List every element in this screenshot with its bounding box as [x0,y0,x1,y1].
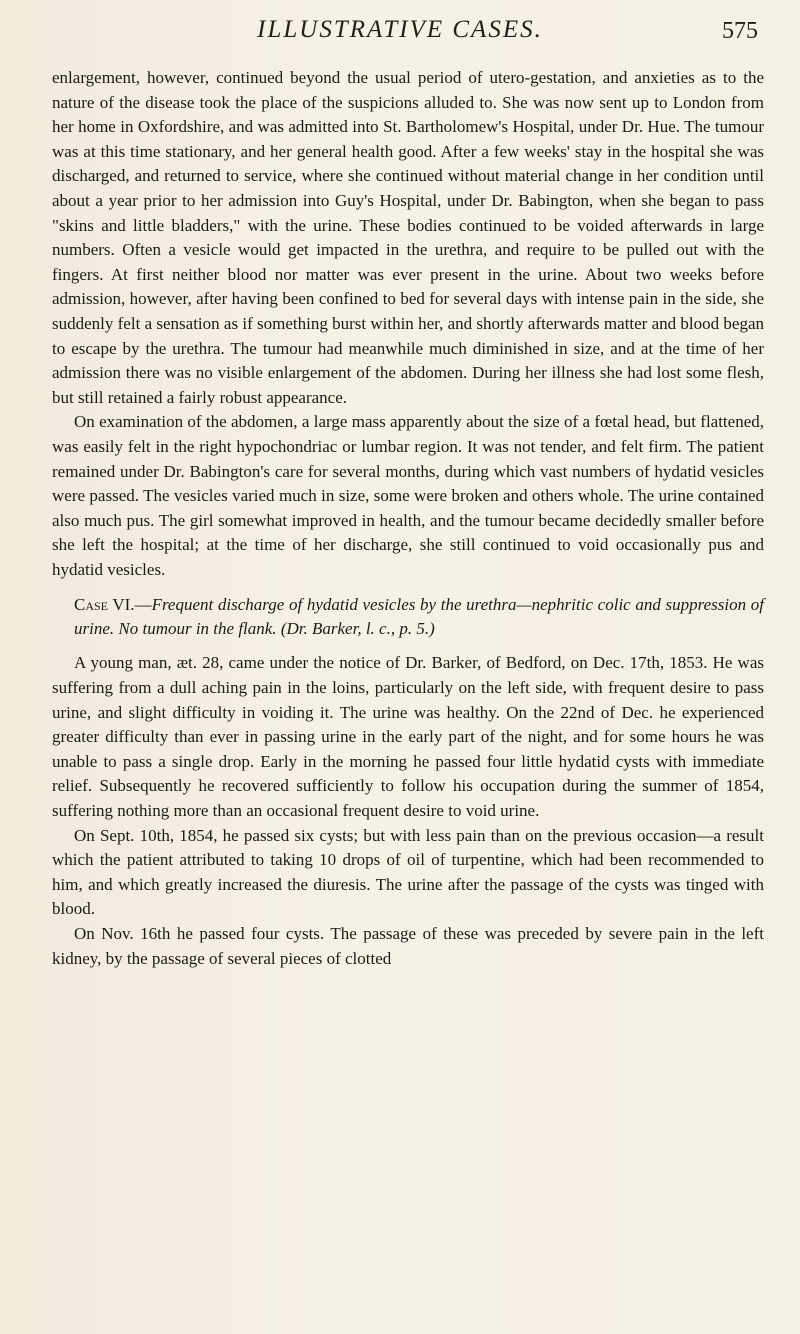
case-dash: — [134,595,152,615]
case-title: Frequent discharge of hydatid vesicles by the urethra—nephritic colic and suppression of urine. No tumour in the flank. [74,595,765,639]
paragraph: On examination of the abdomen, a large mass apparently about the size of a fœtal head, but flattened, was easily felt in the right hypochondriac or lumbar region. It was not tender, and felt firm. The patient remained under Dr. Babington's care for several months, during which vast numbers of hydatid vesicles were passed. The vesicles varied much in size, some were broken and others whole. The urine contained also much pus. The girl somewhat improved in health, and the tumour became decidedly smaller before she left the hospital; at the time of her discharge, she still continued to void occasionally pus and hydatid vesicles. [52,412,764,579]
paragraph: On Nov. 16th he passed four cysts. The passage of these was preceded by severe pain in the left kidney, by the passage of several pieces of clotted [52,924,764,968]
page-header [0,16,800,56]
paragraph: A young man, æt. 28, came under the notice of Dr. Barker, of Bedford, on Dec. 17th, 1853. He was suffering from a dull aching pain in the loins, particularly on the left side, with frequent desire to pass urine, and slight difficulty in voiding it. The urine was healthy. On the 22nd of Dec. he experienced greater difficulty than ever in passing urine in the early part of the night, and for some hours he was unable to pass a single drop. Early in the morning he passed four little hydatid cysts with immediate relief. Subsequently he recovered sufficiently to follow his occupation during the summer of 1854, suffering nothing more than an occasional frequent desire to void urine. [52,653,764,821]
case-label: Case VI. [74,595,135,615]
case-source: (Dr. Barker, l. c., p. 5.) [280,619,435,639]
spacer [52,641,764,651]
page-body [52,66,764,971]
paragraph: enlargement, however, continued beyond the usual period of utero-gestation, and anxieties as to the nature of the disease took the place of the suspicions alluded to. She was now sent up to London from her home in Oxfordshire, and was admitted into St. Bartholomew's Hospital, under Dr. Hue. The tumour was at this time stationary, and her general health good. After a few weeks' stay in the hospital she was discharged, and returned to service, where she continued without material change in her condition until about a year prior to her admission into Guy's Hospital, under Dr. Babington, when she began to pass "skins and little bladders," with the urine. These bodies continued to be voided afterwards in large numbers. Often a vesicle would get impacted in the urethra, and require to be pulled out with the fingers. At first neither blood nor matter was ever present in the urine. About two weeks before admission, however, after having been confined to bed for several days with intense pain in the side, she suddenly felt a sensation as if something burst within her, and shortly afterwards matter and blood began to escape by the urethra. The tumour had meanwhile much diminished in size, and at the time of her admission there was no visible enlargement of the abdomen. During her illness she had lost some flesh, but still retained a fairly robust appearance. [52,68,764,407]
case-heading [52,593,764,641]
page-number: 575 [722,18,758,44]
paragraph: On Sept. 10th, 1854, he passed six cysts; but with less pain than on the previous occasion—a result which the patient attributed to taking 10 drops of oil of turpentine, which had been recommended to him, and which greatly increased the diuresis. The urine after the passage of the cysts was tinged with blood. [52,825,764,919]
running-head: ILLUSTRATIVE CASES. [257,16,543,43]
